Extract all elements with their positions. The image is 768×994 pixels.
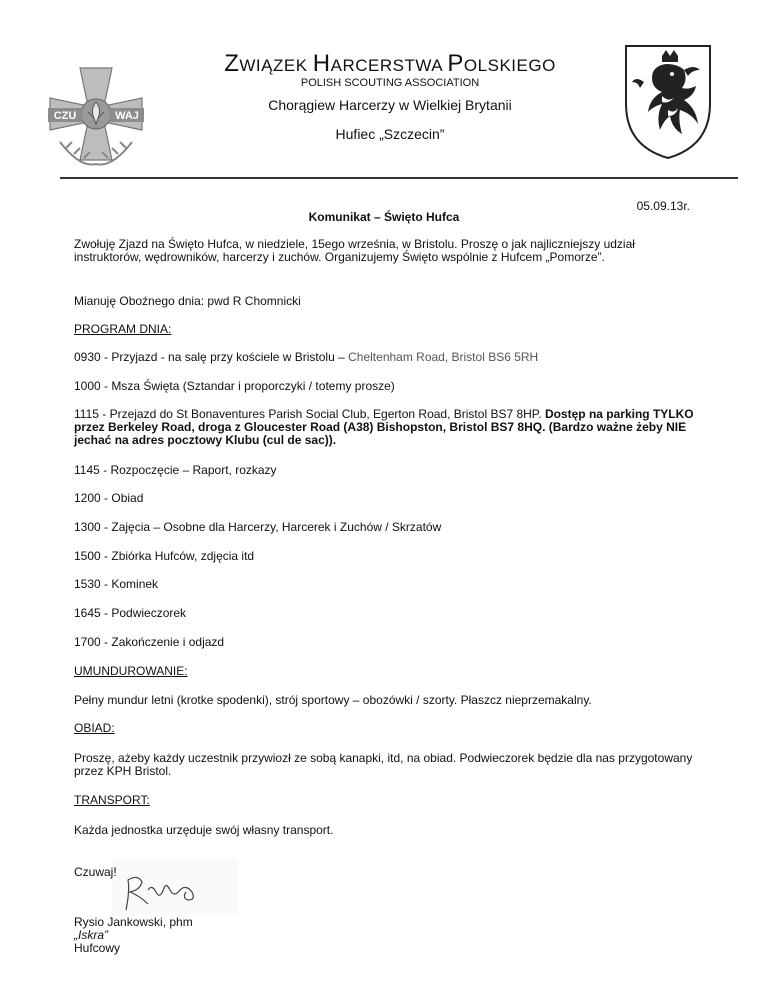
- uniform-text: Pełny mundur letni (krotke spodenki), strój sportowy – obozówki / szorty. Płaszcz nieprzemakalny.: [74, 693, 592, 707]
- program-item-1645: 1645 - Podwieczorek: [74, 606, 187, 620]
- transport-text: Każda jednostka urzęduje swój własny transport.: [74, 823, 334, 837]
- scout-cross-logo: [30, 48, 162, 180]
- signatory-nickname: „Iskra”: [74, 928, 108, 942]
- signatory-name: Rysio Jankowski, phm: [74, 915, 193, 929]
- closing-greeting: Czuwaj!: [74, 865, 117, 879]
- org-subtitle: POLISH SCOUTING ASSOCIATION: [300, 77, 480, 89]
- intro-paragraph: Zwołuję Zjazd na Święto Hufca, w niedziele, 15ego września, w Bristolu. Proszę o jak najliczniejszy udział instruktorów, wędrowników, harcerzy i zuchów. Organizujemy Święto wspólnie z Hufcem „Pomorze”.: [74, 237, 635, 264]
- signatory-role: Hufcowy: [74, 941, 121, 955]
- org-name-rest1: WIĄZEK: [239, 56, 313, 75]
- lunch-text: Proszę, ażeby każdy uczestnik przywiozł ze sobą kanapki, itd, na obiad. Podwieczorek będzie dla nas przygotowany przez KPH Bristol.: [74, 751, 693, 778]
- letter-subject: Komunikat – Święto Hufca: [308, 210, 460, 224]
- org-name-cap2: H: [312, 50, 331, 77]
- program-item-0930-address: Cheltenham Road, Bristol BS6 5RH: [348, 350, 539, 364]
- transport-heading: TRANSPORT:: [74, 793, 150, 807]
- org-name-rest2: ARCERSTWA: [330, 56, 448, 75]
- program-item-1300: 1300 - Zajęcia – Osobne dla Harcerzy, Harcerek i Zuchów / Skrzatów: [74, 520, 442, 534]
- program-item-1200: 1200 - Obiad: [74, 491, 144, 505]
- badge-text-left: CZU: [53, 110, 77, 122]
- griffin-crest-logo: [622, 42, 714, 162]
- org-name-cap3: P: [447, 50, 464, 77]
- officer-of-day: Mianuję Oboźnego dnia: pwd R Chomnicki: [74, 294, 301, 308]
- org-name-title: [160, 50, 620, 78]
- program-item-1115-parking-note: Dostęp na parking TYLKO przez Berkeley Road, droga z Gloucester Road (A38) Bishopston, Bristol BS7 8HQ. (Bardzo ważne żeby NIE jechać na adres pocztowy Klubu (cul de sac)).: [74, 407, 694, 447]
- org-name-rest3: OLSKIEGO: [463, 56, 556, 75]
- lunch-heading: OBIAD:: [74, 721, 115, 735]
- unit-name: Hufiec „Szczecin”: [335, 126, 445, 142]
- program-item-0930: [74, 351, 704, 364]
- badge-text-right: WAJ: [115, 110, 139, 122]
- region-name: Chorągiew Harcerzy w Wielkiej Brytanii: [268, 97, 512, 113]
- program-item-1500: 1500 - Zbiórka Hufców, zdjęcia itd: [74, 549, 255, 563]
- program-item-1145: 1145 - Rozpoczęcie – Raport, rozkazy: [74, 463, 277, 477]
- uniform-heading: UMUNDUROWANIE:: [74, 664, 188, 678]
- header-divider: [60, 177, 738, 179]
- org-name-cap1: Z: [224, 50, 240, 77]
- program-item-1115-text: 1115 - Przejazd do St Bonaventures Parish Social Club, Egerton Road, Bristol BS7 8HP.: [74, 407, 545, 421]
- program-item-1530: 1530 - Kominek: [74, 577, 159, 591]
- program-item-1700: 1700 - Zakończenie i odjazd: [74, 635, 225, 649]
- letter-date: 05.09.13r.: [636, 199, 690, 213]
- program-heading: PROGRAM DNIA:: [74, 322, 172, 336]
- program-item-0930-text: 0930 - Przyjazd - na salę przy kościele w Bristolu –: [74, 350, 349, 364]
- program-item-1115: [74, 408, 704, 447]
- program-item-1000: 1000 - Msza Święta (Sztandar i proporczyki / totemy prosze): [74, 379, 395, 393]
